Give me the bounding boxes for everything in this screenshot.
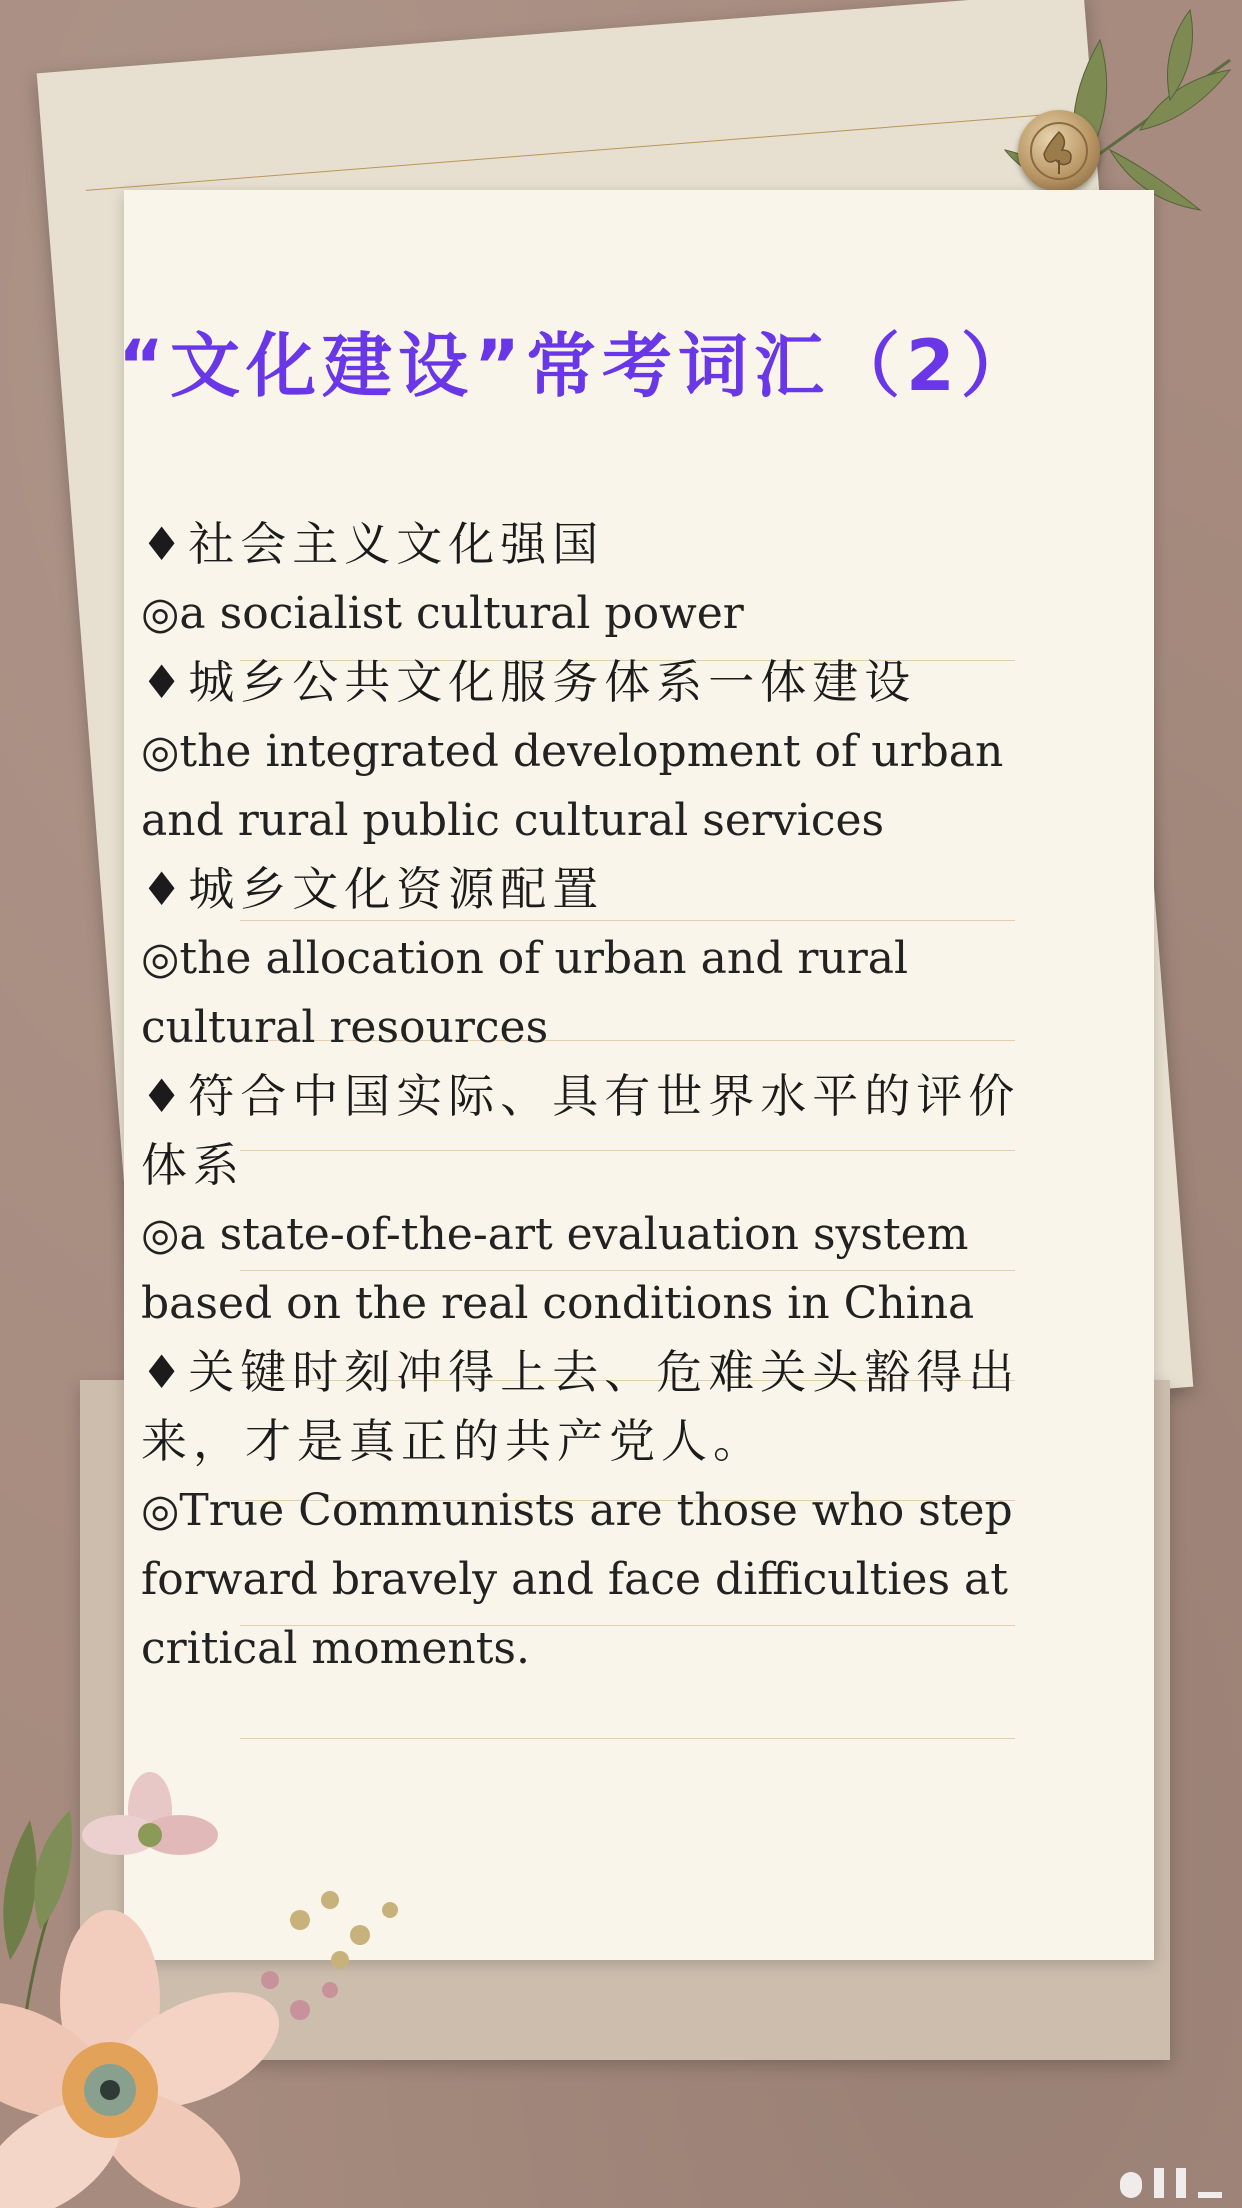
- vocab-entry: [141, 510, 1151, 648]
- english-translation-cont: based on the real conditions in China: [141, 1278, 975, 1329]
- chinese-term: ♦关键时刻冲得上去、危难关头豁得出: [141, 1338, 1151, 1407]
- vocabulary-list: [141, 510, 1151, 1683]
- watermark-glyph: [1198, 2192, 1222, 2198]
- vocab-entry: [141, 1062, 1151, 1338]
- english-translation-cont: forward bravely and face difficulties at: [141, 1554, 1008, 1605]
- diamond-bullet-icon: ♦: [141, 655, 189, 709]
- chinese-term: ♦社会主义文化强国: [141, 510, 1151, 579]
- double-circle-bullet-icon: ◎: [141, 1209, 180, 1260]
- chinese-term: ♦城乡公共文化服务体系一体建设: [141, 648, 1151, 717]
- chinese-term: ♦城乡文化资源配置: [141, 855, 1151, 924]
- double-circle-bullet-icon: ◎: [141, 933, 180, 984]
- flower-cluster-icon: [0, 1760, 460, 2208]
- chinese-term-cont: 体系: [141, 1138, 245, 1192]
- double-circle-bullet-icon: ◎: [141, 588, 180, 639]
- vocab-entry: [141, 855, 1151, 1062]
- english-translation-cont: critical moments.: [141, 1623, 530, 1674]
- double-circle-bullet-icon: ◎: [141, 726, 180, 777]
- chinese-term-cont: 来，才是真正的共产党人。: [141, 1414, 765, 1468]
- watermark-bars: [1120, 2168, 1222, 2198]
- diamond-bullet-icon: ♦: [141, 1345, 189, 1399]
- english-translation-cont: and rural public cultural services: [141, 795, 885, 846]
- paper-rule-line: [240, 1738, 1015, 1739]
- diamond-bullet-icon: ♦: [141, 1069, 189, 1123]
- english-translation: ◎a socialist cultural power: [141, 579, 1151, 648]
- double-circle-bullet-icon: ◎: [141, 1485, 180, 1536]
- diamond-bullet-icon: ♦: [141, 862, 189, 916]
- vocab-entry: [141, 1338, 1151, 1683]
- watermark-glyph: [1176, 2168, 1186, 2198]
- english-translation: ◎the allocation of urban and rural: [141, 924, 1151, 993]
- watermark-glyph: [1154, 2168, 1164, 2198]
- english-translation: ◎a state-of-the-art evaluation system: [141, 1200, 1151, 1269]
- diamond-bullet-icon: ♦: [141, 517, 189, 571]
- back-paper-rule: [86, 114, 1053, 191]
- wax-seal-icon: [1018, 110, 1100, 192]
- english-translation: ◎the integrated development of urban: [141, 717, 1151, 786]
- vocab-entry: [141, 648, 1151, 855]
- english-translation: ◎True Communists are those who step: [141, 1476, 1151, 1545]
- english-translation-cont: cultural resources: [141, 1002, 549, 1053]
- watermark-glyph: [1120, 2172, 1142, 2198]
- page-title: “文化建设”常考词汇（2）: [118, 325, 1037, 407]
- chinese-term: ♦符合中国实际、具有世界水平的评价: [141, 1062, 1151, 1131]
